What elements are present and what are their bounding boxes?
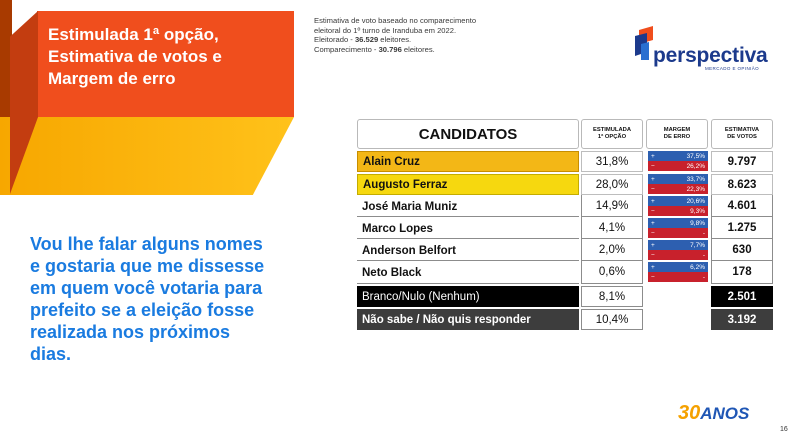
slide-title: [48, 24, 288, 90]
question-line: em quem você votaria para: [30, 278, 263, 298]
methodology-line: Estimativa de voto baseado no comparecimento: [314, 16, 477, 25]
margin-upper: 33,7%: [686, 175, 705, 183]
title-line: Estimativa de votos e: [48, 47, 222, 66]
methodology-line: [314, 35, 544, 45]
dont-know-pct: 10,4%: [581, 309, 643, 330]
page-number: 16: [780, 426, 788, 433]
methodology-note: [314, 16, 544, 55]
anniversary-number: 30: [678, 402, 701, 424]
plus-icon: +: [651, 152, 655, 160]
candidate-pct: 31,8%: [581, 151, 643, 172]
candidate-pct: 2,0%: [581, 239, 643, 261]
margin-lower: -: [702, 273, 705, 281]
title-depth-shape: [0, 117, 294, 195]
margin-upper: 20,6%: [686, 197, 705, 205]
electorate-label: Eleitorado -: [314, 35, 355, 45]
margin-lower: 26,2%: [686, 162, 705, 170]
candidate-estimate: 630: [711, 239, 773, 261]
margin-upper: 9,8%: [690, 219, 705, 227]
candidate-estimate: 1.275: [711, 217, 773, 239]
question-line: Vou lhe falar alguns nomes: [30, 234, 263, 254]
candidate-name: Neto Black: [357, 263, 579, 284]
margin-lower: 9,3%: [690, 207, 705, 215]
margin-of-error: [648, 151, 708, 171]
minus-icon: −: [651, 273, 655, 281]
candidate-estimate: 8.623: [711, 174, 773, 195]
minus-icon: −: [651, 251, 655, 259]
plus-icon: +: [651, 219, 655, 227]
perspectiva-logo: [633, 26, 773, 74]
header-line: DE ERRO: [663, 134, 691, 140]
candidate-pct: 14,9%: [581, 195, 643, 217]
title-line: Margem de erro: [48, 69, 176, 88]
electorate-suffix: eleitores.: [378, 35, 412, 45]
margin-of-error: [648, 196, 708, 216]
candidate-name: Augusto Ferraz: [357, 174, 579, 195]
logo-wordmark: perspectiva: [653, 44, 768, 67]
dont-know-label: Não sabe / Não quis responder: [357, 309, 579, 330]
plus-icon: +: [651, 175, 655, 183]
blank-null-label: Branco/Nulo (Nenhum): [357, 286, 579, 307]
survey-question: [30, 233, 330, 365]
candidate-pct: 4,1%: [581, 217, 643, 239]
candidate-name: Anderson Belfort: [357, 241, 579, 261]
margin-lower: 22,3%: [686, 185, 705, 193]
dont-know-estimate: 3.192: [711, 309, 773, 330]
margin-upper: 7,7%: [690, 241, 705, 249]
margin-of-error: [648, 174, 708, 194]
question-line: dias.: [30, 344, 72, 364]
minus-icon: −: [651, 229, 655, 237]
turnout-label: Comparecimento -: [314, 45, 379, 55]
margin-lower: -: [702, 229, 705, 237]
methodology-line: [314, 45, 544, 55]
candidate-estimate: 9.797: [711, 151, 773, 172]
candidate-name: Alain Cruz: [357, 151, 579, 172]
candidate-estimate: 178: [711, 261, 773, 284]
blank-null-estimate: 2.501: [711, 286, 773, 307]
candidate-estimate: 4.601: [711, 195, 773, 217]
minus-icon: −: [651, 162, 655, 170]
candidate-name: Marco Lopes: [357, 219, 579, 239]
margin-of-error: [648, 262, 708, 282]
header-line: ESTIMATIVA: [724, 127, 760, 134]
anniversary-logo: [678, 402, 749, 425]
margin-lower: -: [702, 251, 705, 259]
header-line: DE VOTOS: [727, 134, 757, 140]
electorate-value: 36.529: [354, 35, 379, 45]
margin-of-error: [648, 218, 708, 238]
header-line: ESTIMULADA: [593, 127, 631, 134]
plus-icon: +: [651, 263, 655, 271]
margin-upper: 6,2%: [690, 263, 705, 271]
anniversary-word: ANOS: [700, 404, 750, 423]
candidate-pct: 28,0%: [581, 174, 643, 195]
header-margin: [646, 119, 708, 149]
question-line: e gostaria que me dissesse: [30, 256, 265, 276]
methodology-line: eleitoral do 1º turno de Iranduba em 2022.: [314, 25, 457, 35]
margin-upper: 37,5%: [686, 152, 705, 160]
minus-icon: −: [651, 207, 655, 215]
header-candidates: CANDIDATOS: [357, 119, 579, 149]
plus-icon: +: [651, 197, 655, 205]
title-line: Estimulada 1ª opção,: [48, 25, 219, 44]
minus-icon: −: [651, 185, 655, 193]
header-estimate: [711, 119, 773, 149]
logo-tagline: MERCADO E OPINIÃO: [705, 66, 760, 71]
turnout-value: 30.796: [378, 45, 402, 55]
candidate-pct: 0,6%: [581, 261, 643, 284]
margin-of-error: [648, 240, 708, 260]
turnout-suffix: eleitores.: [401, 45, 435, 55]
header-line: 1ª OPÇÃO: [597, 134, 627, 140]
plus-icon: +: [651, 241, 655, 249]
question-line: realizada nos próximos: [30, 322, 231, 342]
question-line: prefeito se a eleição fosse: [30, 300, 255, 320]
header-line: MARGEM: [663, 127, 691, 134]
header-stimulated: [581, 119, 643, 149]
candidate-name: José Maria Muniz: [357, 197, 579, 217]
blank-null-pct: 8,1%: [581, 286, 643, 307]
